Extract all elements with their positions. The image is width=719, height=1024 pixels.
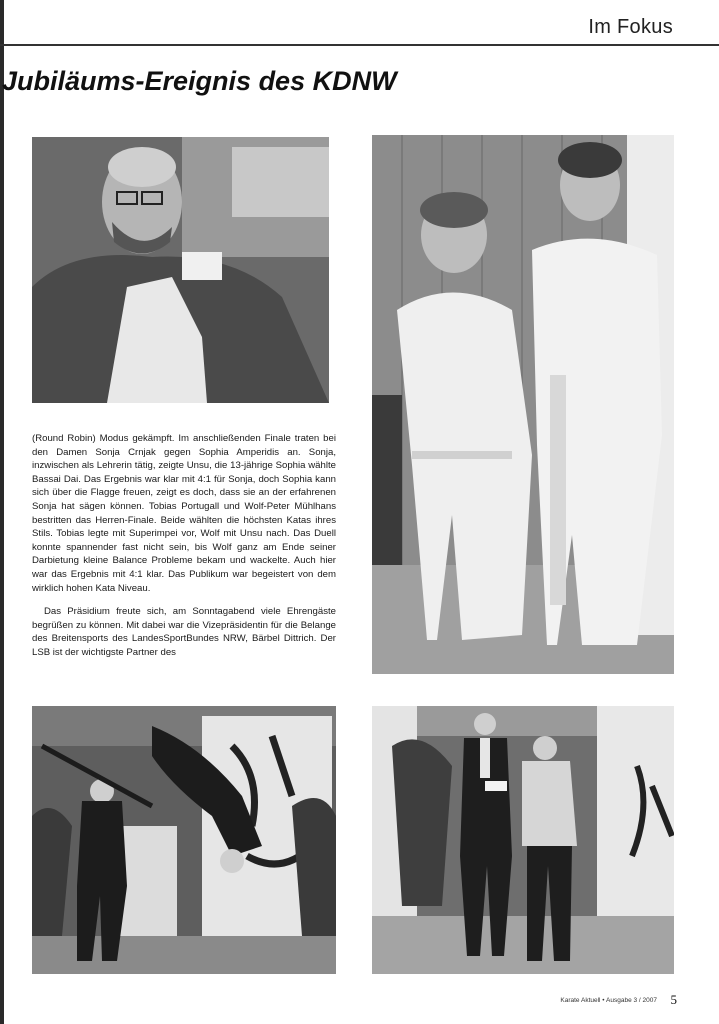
award-ceremony-photo-icon xyxy=(372,706,674,974)
page-number: 5 xyxy=(670,992,677,1007)
header-rule xyxy=(0,44,719,46)
article-body xyxy=(32,432,336,670)
section-label: Im Fokus xyxy=(588,16,673,38)
article-paragraph: Das Präsidium freute sich, am Sonntagabend viele Ehrengäste begrüßen zu können. Mit dabei war die Vizepräsidentin für die Belange des Breitensports des LandesSportBundes NRW, Bärbel Dittrich. Der LSB ist der wichtigste Partner des xyxy=(32,606,336,658)
article-headline: Jubiläums-Ereignis des KDNW xyxy=(2,66,397,96)
children-karate-photo-icon xyxy=(372,135,674,674)
page-edge-rule xyxy=(0,0,4,1024)
portrait-photo-icon xyxy=(32,137,329,403)
publication-footer: Karate Aktuell • Ausgabe 3 / 2007 xyxy=(560,997,657,1004)
martial-arts-demo-photo-icon xyxy=(32,706,336,974)
article-paragraph: (Round Robin) Modus gekämpft. Im anschließenden Finale traten bei den Damen Sonja Crnjak gegen Sophia Amperidis an. Sonja, inzwischen als Lehrerin tätig, zeigte Unsu, die 13-jährige Sophia wählte Bassai Dai. Das Ergebnis war klar mit 4:1 für Sonja, doch Sophia kann sich über die Flagge freuen, zeigt es doch, dass sie an der erfahrenen Sonja hat sägen können. Tobias Portugall und Wolf-Peter Mühlhans bestritten das Herren-Finale. Beide wählten die höchsten Katas ihres Stils. Tobias legte mit Superimpei vor, Wolf mit Unsu nach. Das Duell konnte spannender fast nicht sein, bis Wolf ganz am Ende seiner Darbietung kleine Balance Probleme bekam und wackelte. Auch hier war das Ergebnis mit 4:1 klar. Das Publikum war begeistert von dem wirklich hohen Kata Niveau. xyxy=(32,433,336,594)
